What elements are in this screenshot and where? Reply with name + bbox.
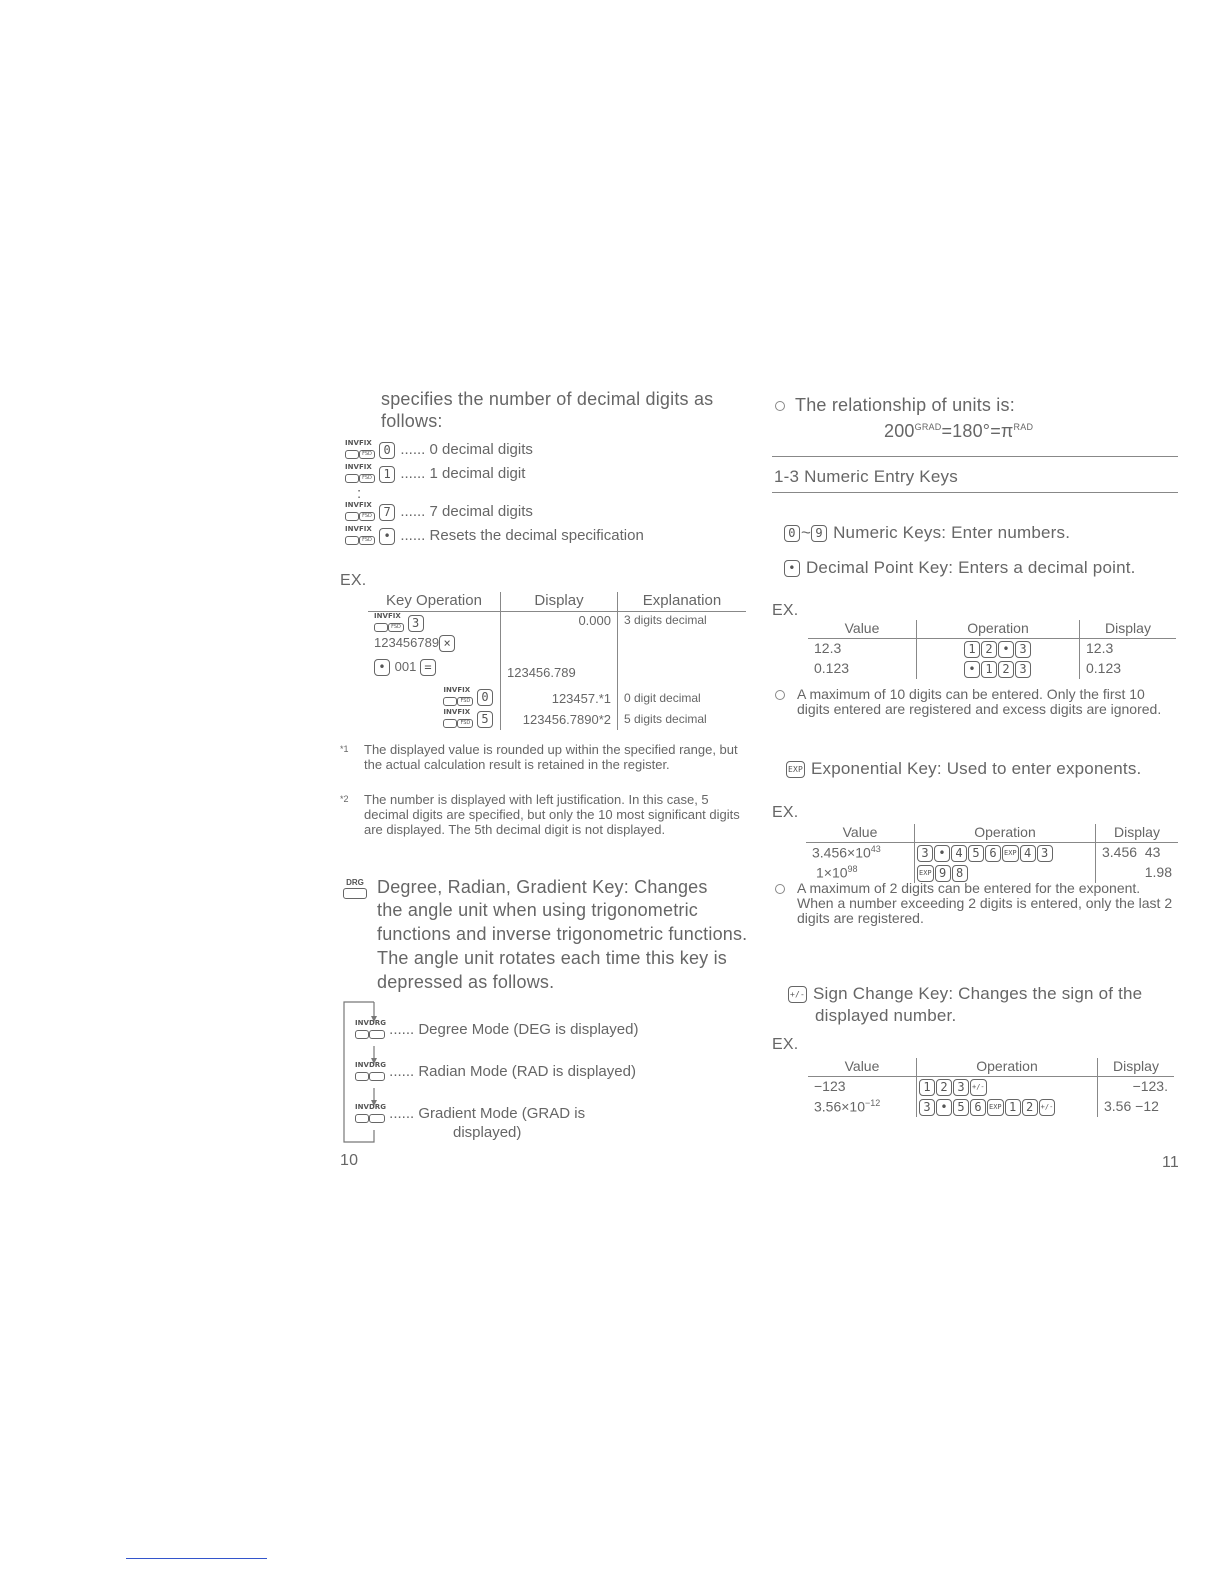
ex-label: EX. (772, 804, 799, 821)
table-row (368, 612, 746, 635)
display-value: 123456.7890*2 (501, 708, 618, 730)
display-value: 123456.789 (501, 653, 618, 681)
display-value: 0.000 (501, 612, 618, 635)
decimal-key-line: • Decimal Point Key: Enters a decimal point. (784, 557, 1136, 579)
table-row: $3.56\times 10^{-12}$ 3 • 5 6 EXP 1 2 +/- 3.56 −12 (808, 1097, 1174, 1117)
inv-fix-key-icon: INV FIX FSD (374, 613, 404, 633)
column-header: Display (1096, 824, 1179, 843)
key-icon: 1 (919, 1079, 935, 1096)
footnote-mark: *2 (340, 794, 349, 804)
inv-fix-key-icon: INV FIX FSD (443, 709, 473, 729)
table-row (368, 708, 746, 730)
key-icon: 3 (919, 1099, 935, 1116)
key-icon: 3 (1037, 845, 1053, 862)
note-max-10-digits: A maximum of 10 digits can be entered. Only the first 10 digits entered are registered and excess digits are ignored. (775, 687, 1177, 717)
drg-key-icon: DRG (342, 878, 368, 900)
key-icon: 1 (1005, 1099, 1021, 1116)
key-icon: 1 (981, 661, 997, 678)
key-icon: 9 (935, 865, 951, 882)
key-icon: 3 (1015, 661, 1031, 678)
column-header: Display (1098, 1058, 1175, 1077)
key-icon: 4 (1020, 845, 1036, 862)
exp-key-icon: EXP (917, 865, 934, 882)
digit-key-icon: 7 (379, 504, 395, 521)
fix-list-item: INV FIX FSD 7 ...... 7 decimal digits (345, 502, 745, 526)
key-icon: 2 (998, 661, 1014, 678)
key-icon: 2 (1022, 1099, 1038, 1116)
key-icon: 3 (1015, 641, 1031, 658)
drg-title: Degree, Radian, Gradient Key: Changes (377, 877, 708, 897)
key-icon: • (964, 661, 980, 678)
inv-drg-key-icon: INV DRG (355, 1020, 385, 1040)
column-header: Key Operation (368, 592, 501, 612)
cycle-item-gradient: INV DRG ...... Gradient Mode (GRAD is displayed) (355, 1103, 586, 1141)
bullet-icon (775, 401, 785, 411)
intro-text: specifies the number of decimal digits as follows: (381, 389, 714, 431)
explanation: 5 digits decimal (624, 712, 707, 727)
bullet-icon (775, 690, 785, 700)
sign-change-table (808, 1058, 1174, 1117)
exp-key-line: EXP Exponential Key: Used to enter exponents. (788, 759, 1142, 778)
footnote-mark: *1 (340, 744, 349, 754)
key-icon: • (934, 845, 950, 862)
exponent-table (806, 824, 1178, 883)
fix-list (345, 440, 745, 550)
cycle-item-radian: INV DRG ...... Radian Mode (RAD is displayed) (355, 1062, 755, 1104)
key-icon: 8 (952, 865, 968, 882)
key-icon: 1 (964, 641, 980, 658)
note-max-2-digits: A maximum of 2 digits can be entered for the exponent. When a number exceeding 2 digits is entered, only the last 2 digits are registered. (775, 881, 1177, 926)
digit-key-icon: 1 (379, 466, 395, 483)
decimal-example-table (368, 592, 746, 730)
digit-nine-key-icon: 9 (811, 525, 827, 542)
page-number-left: 10 (340, 1152, 359, 1169)
decimal-point-key-icon: • (784, 560, 800, 577)
ex-label: EX. (340, 572, 367, 589)
key-icon: • (998, 641, 1014, 658)
sign-key-section: +/- Sign Change Key: Changes the sign of the displayed number. (790, 984, 1143, 1025)
exp-key-icon: EXP (987, 1099, 1004, 1116)
ex-label: EX. (772, 1036, 799, 1053)
operation-keys (917, 659, 1080, 679)
multiply-key-icon: × (439, 635, 455, 652)
exp-key-icon: EXP (786, 761, 805, 778)
numeric-entry-table (808, 620, 1176, 679)
key-icon: 2 (981, 641, 997, 658)
column-header: Display (1080, 620, 1177, 639)
inv-fix-key-icon: INV FIX FSD (345, 526, 375, 546)
vertical-dots: : (357, 485, 362, 502)
inv-fix-key-icon: INV FIX FSD (443, 687, 473, 707)
relationship-line: The relationship of units is: (775, 394, 1015, 416)
column-header: Value (808, 620, 917, 639)
key-icon: 6 (970, 1099, 986, 1116)
column-header: Operation (917, 1058, 1098, 1077)
section-top-rule (772, 456, 1178, 457)
column-header: Value (806, 824, 915, 843)
digit-zero-key-icon: 0 (784, 525, 800, 542)
key-icon: 5 (953, 1099, 969, 1116)
footnote-2: *2 The number is displayed with left justification. In this case, 5 decimal digits are specified, but only the 10 most significant digits are displayed. The 5th decimal digit is not displayed. (340, 792, 740, 837)
bullet-icon (775, 884, 785, 894)
column-header: Explanation (618, 592, 747, 612)
exp-key-icon: EXP (1002, 845, 1019, 862)
page-number-right: 11 (1162, 1154, 1180, 1171)
mode-cycle (355, 1020, 755, 1141)
column-header: Display (501, 592, 618, 612)
explanation: 0 digit decimal (624, 691, 701, 706)
inv-fix-key-icon: INV FIX FSD (345, 502, 375, 522)
table-row: • 001 = 123456.789 (368, 653, 746, 681)
operation-keys (915, 843, 1096, 863)
table-row: 0.123 • 1 2 3 0.123 (808, 659, 1176, 679)
fix-list-item: INV FIX FSD • ...... Resets the decimal specification (345, 526, 745, 550)
key-icon: 6 (985, 845, 1001, 862)
section-bottom-rule (772, 492, 1178, 493)
key-icon: • (936, 1099, 952, 1116)
unit-formula: $200^{GRAD}=180^\circ=\pi^{RAD}$ (884, 421, 1034, 441)
drg-body: the angle unit when using trigonometric functions and inverse trigonometric functions. The angle unit rotates each time this key is depressed as follows. (377, 900, 748, 992)
cycle-item-degree: INV DRG ...... Degree Mode (DEG is displayed) (355, 1020, 755, 1062)
display-value: 123457.*1 (501, 681, 618, 708)
sign-change-key-icon: +/- (1039, 1099, 1056, 1116)
sign-change-key-icon: +/- (788, 986, 807, 1003)
digit-key-icon: 3 (408, 615, 424, 632)
inv-drg-key-icon: INV DRG (355, 1062, 385, 1082)
table-row: 12.3 1 2 • 3 12.3 (808, 639, 1176, 659)
ex-label: EX. (772, 602, 799, 619)
operation-keys (917, 1077, 1098, 1097)
inv-drg-key-icon: INV DRG (355, 1104, 385, 1124)
key-icon: 3 (917, 845, 933, 862)
column-header: Operation (917, 620, 1080, 639)
operation-keys (917, 639, 1080, 659)
table-row: 123456789 × (368, 634, 746, 653)
digit-key-icon: 5 (477, 711, 493, 728)
column-header: Operation (915, 824, 1096, 843)
decimal-point-key-icon: • (374, 659, 390, 676)
section-title: 1-3 Numeric Entry Keys (774, 467, 958, 486)
digit-key-icon: 0 (379, 442, 395, 459)
drg-key-section (342, 876, 750, 994)
digit-key-icon: 0 (477, 689, 493, 706)
decimal-point-key-icon: • (379, 528, 395, 545)
equals-key-icon: = (420, 659, 436, 676)
key-icon: 3 (953, 1079, 969, 1096)
table-row: −123 1 2 3 +/- −123. (808, 1077, 1174, 1097)
operation-keys (917, 1097, 1098, 1117)
inv-fix-key-icon: INV FIX FSD (345, 440, 375, 460)
key-icon: 5 (968, 845, 984, 862)
bottom-link-line (126, 1558, 267, 1559)
numeric-keys-line: 0 ~ 9 Numeric Keys: Enter numbers. (784, 522, 1070, 544)
column-header: Value (808, 1058, 917, 1077)
explanation: 3 digits decimal (624, 613, 707, 627)
key-icon: 2 (936, 1079, 952, 1096)
key-icon: 4 (951, 845, 967, 862)
inv-fix-key-icon: INV FIX FSD (345, 464, 375, 484)
fix-list-item: INV FIX FSD 1 ...... 1 decimal digit (345, 464, 745, 488)
table-row (368, 681, 746, 708)
table-row: $1\times 10^{98}$ EXP 9 8 1.98 (806, 863, 1178, 883)
table-row: $3.456\times 10^{43}$ 3 • 4 5 6 EXP 4 3 3.456 43 (806, 843, 1178, 863)
fix-list-item: INV FIX FSD 0 ...... 0 decimal digits (345, 440, 745, 464)
sign-change-key-icon: +/- (970, 1079, 987, 1096)
footnote-1: *1 The displayed value is rounded up within the specified range, but the actual calculation result is retained in the register. (340, 742, 738, 772)
